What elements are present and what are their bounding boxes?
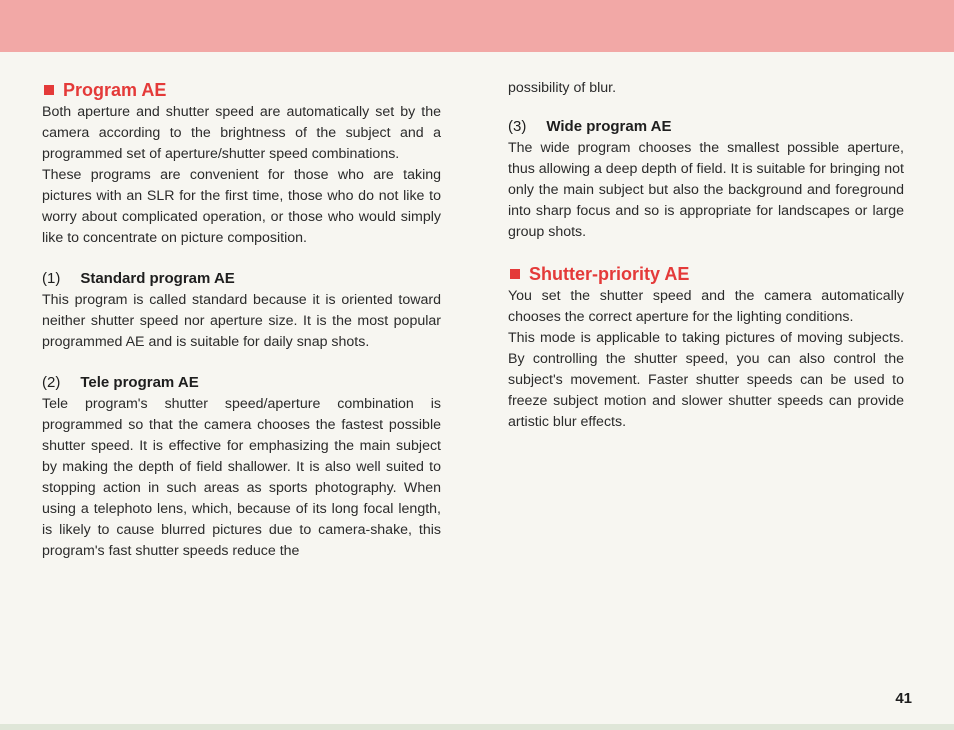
top-color-band <box>0 0 954 52</box>
shutter-priority-heading <box>508 262 904 286</box>
shutter-priority-paragraph-2: This mode is applicable to taking pictures of moving subjects. By controlling the shutter speed, you can also control the subject's movement. Faster shutter speeds can be used to freeze subject motion and slower shutter speeds can provide artistic blur effects. <box>508 330 904 430</box>
standard-program-body: This program is called standard because it is oriented toward neither shutter speed nor aperture size. It is the most popular programmed AE and is suitable for daily snap shots. <box>42 292 441 350</box>
standard-program-heading <box>42 268 441 290</box>
wide-program-heading <box>508 116 904 138</box>
tele-program-title: Tele program AE <box>80 374 199 391</box>
tele-program-body: Tele program's shutter speed/aperture combination is programmed so that the camera chooses the fastest possible shutter speed. It is effective for emphasizing the main subject by making the depth of field shallower. It is also well suited to stopping action in such areas as sports photography. When using a telephoto lens, which, because of its long focal length, is likely to cause blurred pictures due to camera-shake, this program's fast shutter speeds reduce the <box>42 396 441 559</box>
tele-program-number: (2) <box>42 374 61 391</box>
page-number: 41 <box>895 690 912 707</box>
bottom-edge <box>0 724 954 730</box>
standard-program-number: (1) <box>42 270 61 287</box>
shutter-priority-heading-text: Shutter-priority AE <box>529 264 690 284</box>
wide-program-body: The wide program chooses the smallest possible aperture, thus allowing a deep depth of field. It is suitable for bringing not only the main subject but also the background and foreground into sharp focus and so is appropriate for landscapes or large group shots. <box>508 140 904 240</box>
red-square-icon <box>44 85 54 95</box>
shutter-priority-paragraph-1: You set the shutter speed and the camera automatically chooses the correct aperture for the lighting conditions. <box>508 288 904 325</box>
right-column <box>508 78 904 433</box>
program-ae-paragraph-1: Both aperture and shutter speed are automatically set by the camera according to the brightness of the subject and a programmed set of aperture/shutter speed combinations. <box>42 104 441 162</box>
left-column <box>42 78 441 562</box>
program-ae-paragraph-2: These programs are convenient for those who are taking pictures with an SLR for the first time, those who do not like to worry about complicated operation, or those who would simply like to concentrate on picture composition. <box>42 167 441 246</box>
continuation-text: possibility of blur. <box>508 80 617 96</box>
program-ae-heading <box>42 78 441 102</box>
wide-program-title: Wide program AE <box>546 118 672 135</box>
tele-program-heading <box>42 372 441 394</box>
program-ae-heading-text: Program AE <box>63 80 167 100</box>
standard-program-title: Standard program AE <box>80 270 235 287</box>
red-square-icon <box>510 269 520 279</box>
wide-program-number: (3) <box>508 118 527 135</box>
